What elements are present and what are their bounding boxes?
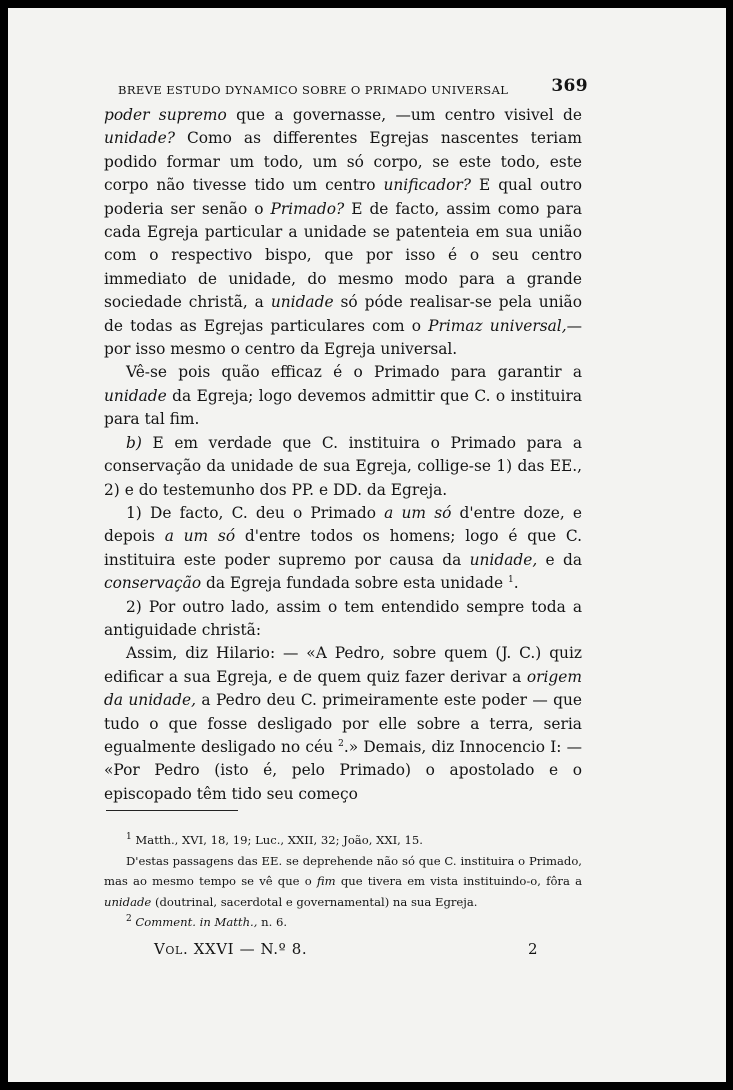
emphasis: unidade — [104, 386, 167, 405]
emphasis: poder supremo — [104, 106, 227, 124]
emphasis: Primaz universal, — [428, 316, 567, 335]
text-run: D'estas passagens das EE. se deprehende não só que C. instituira o Primado, mas ao mesmo tempo se vê que o — [104, 853, 582, 888]
text-run: Como as differentes Egrejas nascentes teriam podido formar um todo, um só corpo, se este todo, este corpo não tivesse tido um centro — [104, 129, 582, 195]
text-run: que a governasse, —um centro visivel de — [226, 106, 582, 124]
text-run: .» Demais, diz Innocencio I: — «Por Pedro (isto é, pelo Primado) o apostolado e o episcopado têm tido seu começo — [104, 737, 582, 803]
text-run: Matth., XVI, 18, 19; Luc., XXII, 32; João, XXI, 15. — [131, 833, 423, 847]
text-run: da Egreja fundada sobre esta unidade — [201, 574, 509, 593]
footnote-mark: 1 — [126, 832, 132, 843]
body-text — [104, 104, 582, 806]
signature-volume: Vol. XXVI — N.º 8. — [154, 940, 308, 958]
emphasis: fim — [316, 874, 336, 888]
emphasis: Primado? — [270, 199, 345, 218]
emphasis: origem da unidade, — [104, 667, 582, 710]
text-run: d'entre doze, e depois — [104, 503, 582, 546]
text-run: E de facto, assim como para cada Egreja particular a unidade se patenteia em sua união com o respectivo bispo, que por isso é o seu centro immediato de unidade, do mesmo modo para a grande sociedade christã, a — [104, 199, 582, 312]
text-run: que tivera em vista instituindo-o, fôra a — [335, 874, 582, 888]
text-run: E em verdade que C. instituira o Primado para a conservação da unidade de sua Egreja, collige-se 1) das EE., 2) e do testemunho dos PP. e DD. da Egreja. — [104, 433, 582, 499]
paragraph-6 — [104, 642, 582, 806]
emphasis: unidade? — [104, 129, 175, 148]
sheet-number: 2 — [528, 940, 538, 958]
text-run: n. 6. — [257, 915, 288, 929]
paragraph-1 — [104, 104, 582, 361]
text-run: (doutrinal, sacerdotal e governamental) na sua Egreja. — [151, 894, 478, 909]
emphasis: unificador? — [383, 176, 472, 195]
text-run: da Egreja; logo devemos admittir que C. o instituira para tal fim. — [104, 386, 582, 429]
text-run: E qual outro poderia ser senão o — [104, 176, 582, 218]
emphasis: conservação — [104, 574, 202, 593]
list-marker: b) — [126, 433, 142, 452]
footnote-2 — [104, 912, 582, 933]
footnote-1-continued — [104, 851, 582, 913]
page-number: 369 — [551, 76, 588, 96]
footnote-mark: 2 — [126, 914, 132, 925]
footnote-divider — [106, 810, 238, 811]
text-run: Vê-se pois quão efficaz é o Primado para garantir a — [126, 363, 582, 382]
text-run: e da — [537, 550, 582, 569]
paragraph-5 — [104, 596, 582, 643]
text-run: . — [513, 574, 519, 593]
footnote-ref-2[interactable]: 2 — [338, 738, 344, 749]
text-run: d'entre todos os homens; logo é que C. instituira este poder supremo por causa da — [104, 527, 582, 569]
paragraph-4 — [104, 502, 582, 596]
emphasis: unidade, — [469, 550, 538, 569]
footnote-ref-1[interactable]: 1 — [508, 575, 514, 585]
emphasis: unidade — [104, 894, 152, 909]
text-run: a Pedro deu C. primeiramente este poder — que tudo o que fosse desligado por elle sobre a terra, seria egualmente desligado no céu — [104, 691, 582, 756]
book-page — [8, 8, 726, 1082]
footnotes — [104, 830, 582, 933]
emphasis: a um só — [384, 503, 452, 522]
running-title: BREVE ESTUDO DYNAMICO SOBRE O PRIMADO UNIVERSAL — [118, 83, 509, 97]
text-run: —por isso mesmo o centro da Egreja universal. — [104, 316, 582, 359]
text-run: Assim, diz Hilario: — «A Pedro, sobre quem (J. C.) quiz edificar a sua Egreja, e de quem quiz fazer derivar a — [104, 644, 582, 686]
emphasis: unidade — [270, 293, 334, 312]
text-run: 2) Por outro lado, assim o tem entendido sempre toda a antiguidade christã: — [104, 597, 582, 639]
footnote-1 — [104, 830, 582, 851]
paragraph-3 — [104, 432, 582, 502]
text-run: só póde realisar-se pela união de todas as Egrejas particulares com o — [104, 293, 582, 335]
paragraph-2 — [104, 361, 582, 431]
emphasis: a um só — [164, 527, 236, 546]
text-run: 1) De facto, C. deu o Primado — [126, 503, 385, 522]
emphasis: Comment. in Matth., — [135, 915, 258, 929]
